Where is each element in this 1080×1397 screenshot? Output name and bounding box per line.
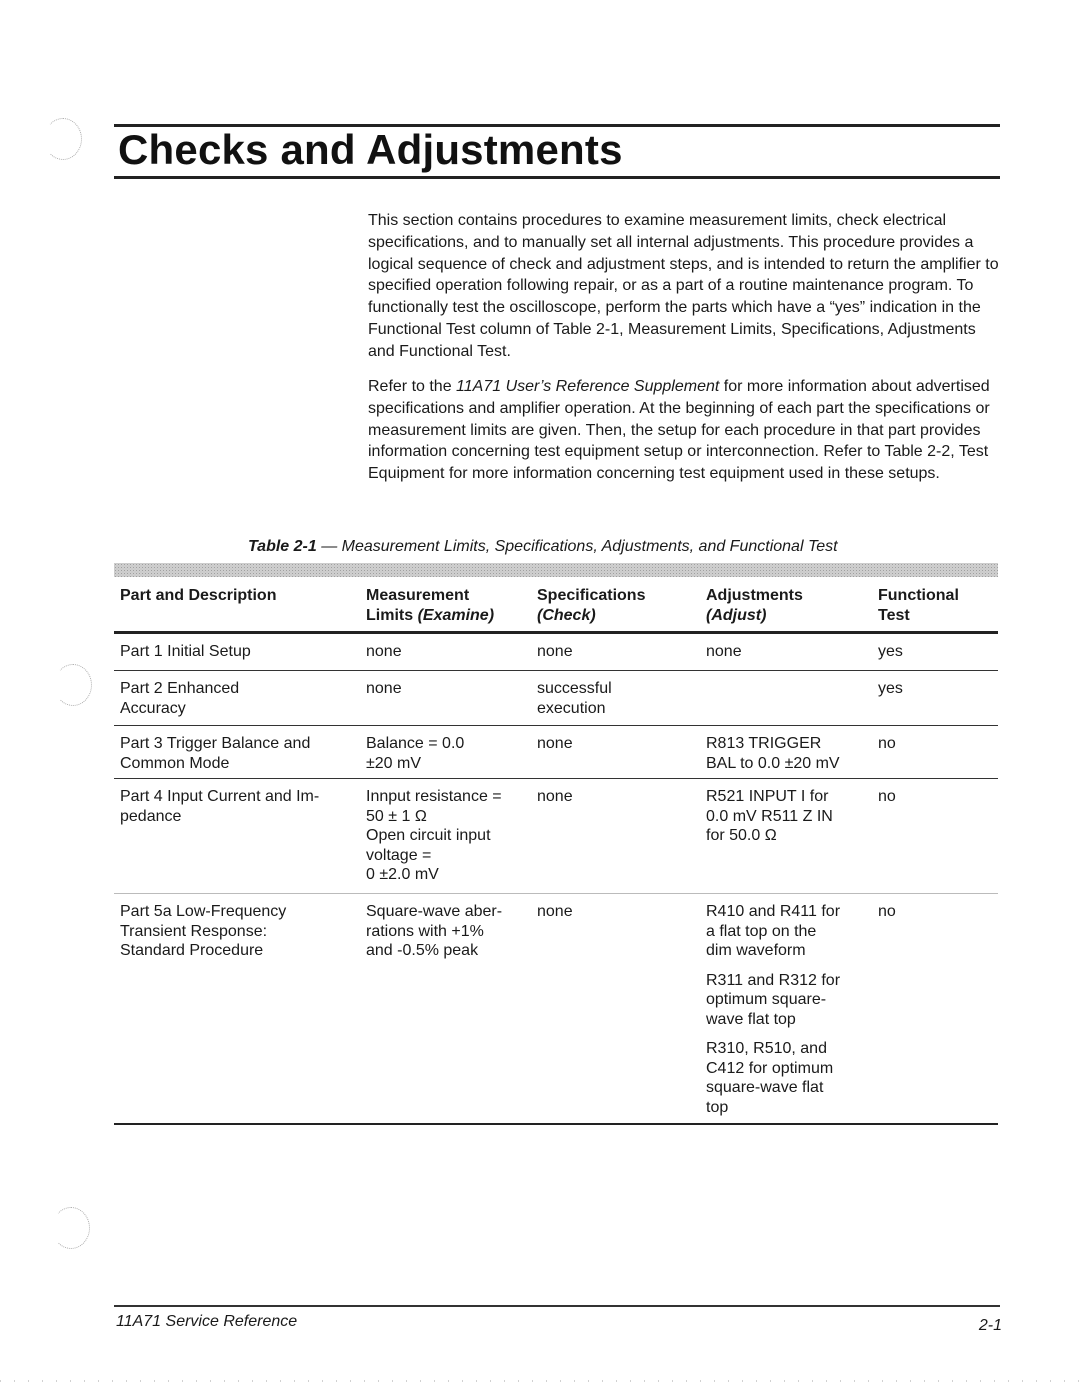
cell-text: Part 3 Trigger Balance and [120, 735, 311, 752]
header-adjustments: Adjustments (Adjust) [706, 587, 803, 624]
adjustment-item [706, 642, 878, 662]
cell-text: Part 4 Input Current and Im- [120, 788, 320, 805]
footer-page-number: 2-1 [978, 1317, 1002, 1334]
table-title: — Measurement Limits, Specifications, Adjustments, and Functional Test [316, 538, 838, 555]
footer-rule [114, 1305, 1000, 1307]
cell-specifications [537, 734, 706, 778]
cell-text: Standard Procedure [120, 942, 264, 959]
cell-functional-test: no [878, 735, 896, 752]
cell-text: none [537, 903, 573, 920]
scan-edge-artifacts [0, 1380, 1080, 1382]
cell-adjustments [706, 679, 878, 725]
cell-text: none [537, 788, 573, 805]
header-functional-test: Functional Test [878, 587, 959, 624]
cell-text: a flat top on the [706, 922, 817, 940]
cell-measurement-limits [366, 902, 537, 1123]
cell-specifications [537, 679, 706, 725]
cell-text: none [537, 643, 573, 660]
table-row [114, 779, 998, 894]
cell-measurement-limits [366, 734, 537, 778]
cell-text: Balance = 0.0 [366, 735, 465, 752]
cell-text: rations with +1% [366, 922, 484, 940]
cell-text: optimum square- [706, 991, 827, 1008]
table-row [114, 894, 998, 1125]
cell-text: Common Mode [120, 754, 230, 772]
cell-text: Part 1 Initial Setup [120, 643, 251, 660]
cell-adjustments [706, 734, 878, 778]
table-row [114, 726, 998, 779]
cell-functional-test: no [878, 903, 896, 920]
adjustment-item [706, 971, 878, 1030]
cell-part-description [114, 734, 366, 778]
cell-text: Part 5a Low-Frequency [120, 903, 287, 920]
cell-specifications [537, 902, 706, 1123]
binder-hole-mark [54, 664, 92, 706]
cell-text: pedance [120, 807, 182, 825]
cell-text: Transient Response: [120, 922, 268, 940]
adjustment-item [706, 1039, 878, 1117]
table-header-row [114, 585, 998, 634]
title-bottom-rule [114, 176, 1000, 179]
measurement-table [114, 585, 998, 1125]
adjustment-item [706, 787, 878, 846]
header-specifications: Specifications (Check) [537, 587, 646, 624]
cell-text: top [706, 1098, 729, 1116]
table-row [114, 634, 998, 671]
intro-paragraph-1: This section contains procedures to examine measurement limits, check electrical specifications, and to manually set all internal adjustments. This procedure provides a logical sequence of check and adjustment steps, and is intended to return the amplifier to specified operation following repair, or as a part of a routine maintenance program. To functionally test the oscilloscope, perform the parts which have a “yes” indication in the Functional Test column of Table 2-1, Measurement Limits, Specifications, Adjustments and Functional Test. [368, 212, 999, 360]
cell-text: Innput resistance = [366, 788, 502, 805]
adjustment-item [706, 902, 878, 961]
table-row [114, 671, 998, 726]
header-measurement-limits: Measurement Limits (Examine) [366, 587, 495, 624]
cell-adjustments [706, 787, 878, 893]
cell-text: 50 ± 1 Ω [366, 807, 427, 825]
cell-text: none [366, 643, 402, 660]
table-caption [248, 538, 838, 556]
adjustment-item [706, 734, 878, 773]
cell-functional-test: yes [878, 643, 903, 660]
cell-text: ±20 mV [366, 754, 422, 772]
cell-text: 0 ±2.0 mV [366, 866, 439, 883]
cell-text: voltage = [366, 846, 432, 864]
cell-text: and -0.5% peak [366, 942, 479, 959]
manual-reference-title: 11A71 User’s Reference Supplement [456, 378, 720, 395]
cell-text: R813 TRIGGER [706, 735, 822, 752]
cell-specifications [537, 787, 706, 893]
cell-measurement-limits [366, 642, 537, 670]
intro-text: Refer to the [368, 378, 457, 395]
binder-hole-mark [52, 1207, 90, 1249]
table-shaded-bar [114, 563, 998, 577]
header-part-description: Part and Description [120, 587, 277, 604]
cell-part-description [114, 787, 366, 893]
cell-text: none [366, 680, 402, 697]
binder-hole-mark [44, 118, 82, 160]
cell-text: R311 and R312 for [706, 971, 841, 989]
footer-document-title: 11A71 Service Reference [116, 1313, 298, 1330]
cell-text: C412 for optimum [706, 1059, 834, 1077]
cell-text: R521 INPUT I for [706, 788, 829, 805]
cell-text: Open circuit input [366, 827, 491, 844]
cell-text: R410 and R411 for [706, 903, 841, 920]
cell-part-description [114, 679, 366, 725]
cell-text: execution [537, 699, 606, 717]
cell-text: none [537, 735, 573, 752]
cell-text: dim waveform [706, 942, 806, 959]
cell-text: BAL to 0.0 ±20 mV [706, 754, 840, 772]
cell-text: successful [537, 680, 612, 697]
cell-specifications [537, 642, 706, 670]
cell-adjustments [706, 902, 878, 1123]
cell-text: Accuracy [120, 699, 186, 717]
cell-measurement-limits [366, 679, 537, 725]
cell-part-description [114, 642, 366, 670]
intro-text: for more information about advertised specifications and amplifier operation. At the beginning of each part the specifications or measurement limits are given. Then, the setup for each procedure in that part provides information concerning test equipment setup or interconnection. Refer to Table 2-2, Test Equipment for more information concerning test equipment used in these setups. [368, 378, 990, 483]
cell-functional-test: no [878, 788, 896, 805]
cell-part-description [114, 902, 366, 1123]
cell-text: Part 2 Enhanced [120, 680, 240, 697]
cell-text: 0.0 mV R511 Z IN [706, 807, 833, 825]
cell-text: Square-wave aber- [366, 903, 503, 920]
cell-functional-test: yes [878, 680, 903, 697]
intro-paragraph-2 [368, 376, 1004, 485]
table-number: Table 2-1 [248, 538, 317, 555]
cell-text: square-wave flat [706, 1079, 824, 1096]
cell-text: wave flat top [706, 1010, 796, 1028]
cell-adjustments [706, 642, 878, 670]
cell-text: for 50.0 Ω [706, 827, 777, 844]
cell-measurement-limits [366, 787, 537, 893]
page-title: Checks and Adjustments [118, 126, 623, 173]
cell-text: R310, R510, and [706, 1040, 827, 1057]
cell-text: none [706, 643, 742, 660]
